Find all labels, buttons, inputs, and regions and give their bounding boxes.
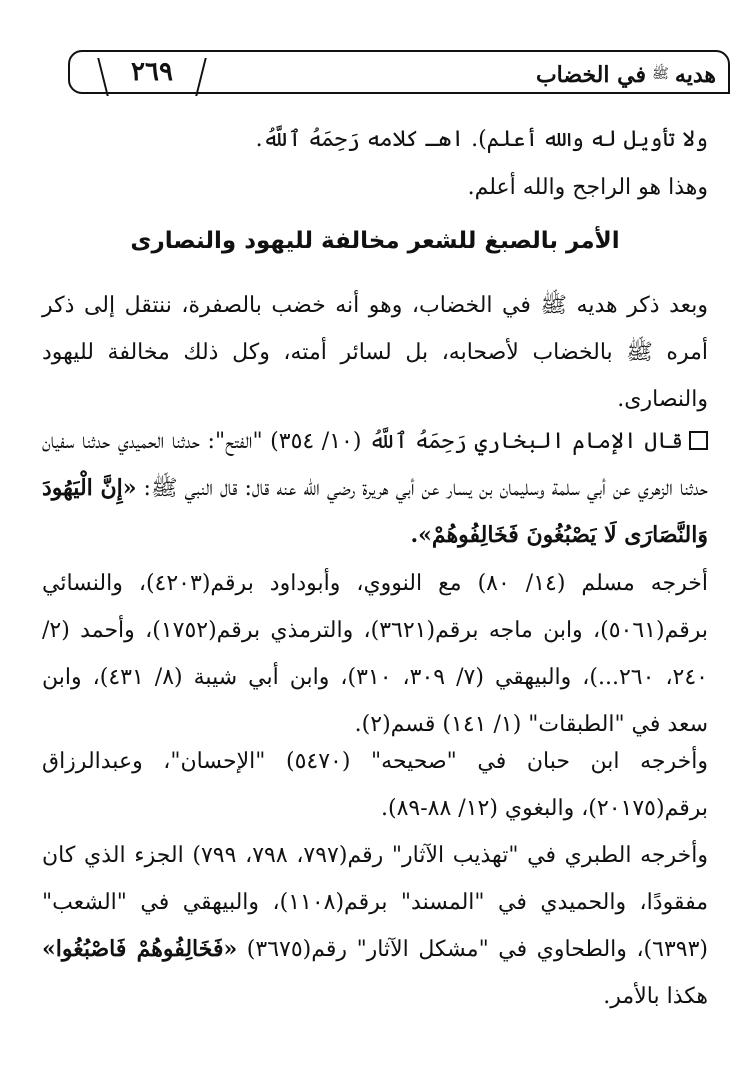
- hadith-paragraph: [42, 418, 708, 559]
- intro-block: [42, 118, 708, 210]
- running-title-word: هديه: [674, 62, 716, 88]
- intro-line-1: ولا تأويل له والله أعلم). اهـ كلامه رَحِمَهُ ٱللَّهُ.: [255, 127, 708, 152]
- paragraph-3: [42, 560, 708, 748]
- paragraph-2: [42, 418, 708, 559]
- paragraph-text: وبعد ذكر هديه ﷺ في الخضاب، وهو أنه خضب بالصفرة، ننتقل إلى ذكر أمره ﷺ بالخضاب لأصحابه، بل لسائر أمته، وكل ذلك مخالفة لليهود والنصارى.: [42, 293, 708, 412]
- hadith-quote: «إِنَّ الْيَهُودَ وَالنَّصَارَى لَا يَصْبُغُونَ فَخَالِفُوهُمْ».: [42, 475, 708, 548]
- running-title: [536, 58, 716, 92]
- takhrij-paragraph: أخرجه مسلم (١٤/ ٨٠) مع النووي، وأبوداود برقم(٤٢٠٣)، والنسائي برقم(٥٠٦١)، وابن ماجه برقم(٣٦٢١)، والترمذي برقم(١٧٥٢)، وأحمد (٢/ ٢٤٠، ٢٦٠...)، والبيهقي (٧/ ٣٠٩، ٣١٠)، وابن أبي شيبة (٨/ ٤٣١)، وابن سعد في "الطبقات" (١/ ١٤١) قسم(٢).: [42, 571, 709, 737]
- honorific-glyph: ﷺ: [652, 66, 669, 82]
- command-quote: «فَخَالِفُوهُمْ فَاصْبُغُوا»: [42, 936, 238, 962]
- hadith-chain: قال الإمام البخاري رَحِمَهُ ٱللَّهُ (١٠/ ٣٥٤) "الفتح": حدثنا الحميدي حدثنا سفيان حدثنا الزهري عن أبي سلمة وسليمان بن يسار عن أبي هريرة رضي الله عنه قال: قال النبي ﷺ:: [42, 429, 708, 501]
- paragraph-5: [42, 832, 708, 1020]
- square-bullet-icon: [689, 431, 708, 450]
- paragraph-1: [42, 282, 708, 423]
- takhrij-paragraph-2: وأخرجه ابن حبان في "صحيحه" (٥٤٧٠) "الإحسان"، وعبدالرزاق برقم(٢٠١٧٥)، والبغوي (١٢/ ٨٨-٨٩).: [42, 749, 708, 821]
- section-heading: الأمر بالصبغ للشعر مخالفة لليهود والنصارى: [130, 228, 620, 254]
- intro-line-2: وهذا هو الراجح والله أعلم.: [467, 175, 708, 200]
- page-number: ٢٦٩: [102, 52, 202, 92]
- takhrij-text: وأخرجه الطبري في "تهذيب الآثار" رقم(٧٩٧، ٧٩٨، ٧٩٩) الجزء الذي كان مفقودًا، والحميدي في "المسند" برقم(١١٠٨)، والبيهقي في "الشعب" (٦٣٩٣)، والطحاوي في "مشكل الآثار" رقم(٣٦٧٥): [42, 843, 709, 962]
- running-header: [68, 50, 730, 98]
- takhrij-paragraph-3: [42, 832, 708, 1020]
- closing-text: هكذا بالأمر.: [603, 984, 708, 1009]
- paragraph-4: [42, 738, 708, 832]
- running-title-rest: في الخضاب: [535, 62, 646, 88]
